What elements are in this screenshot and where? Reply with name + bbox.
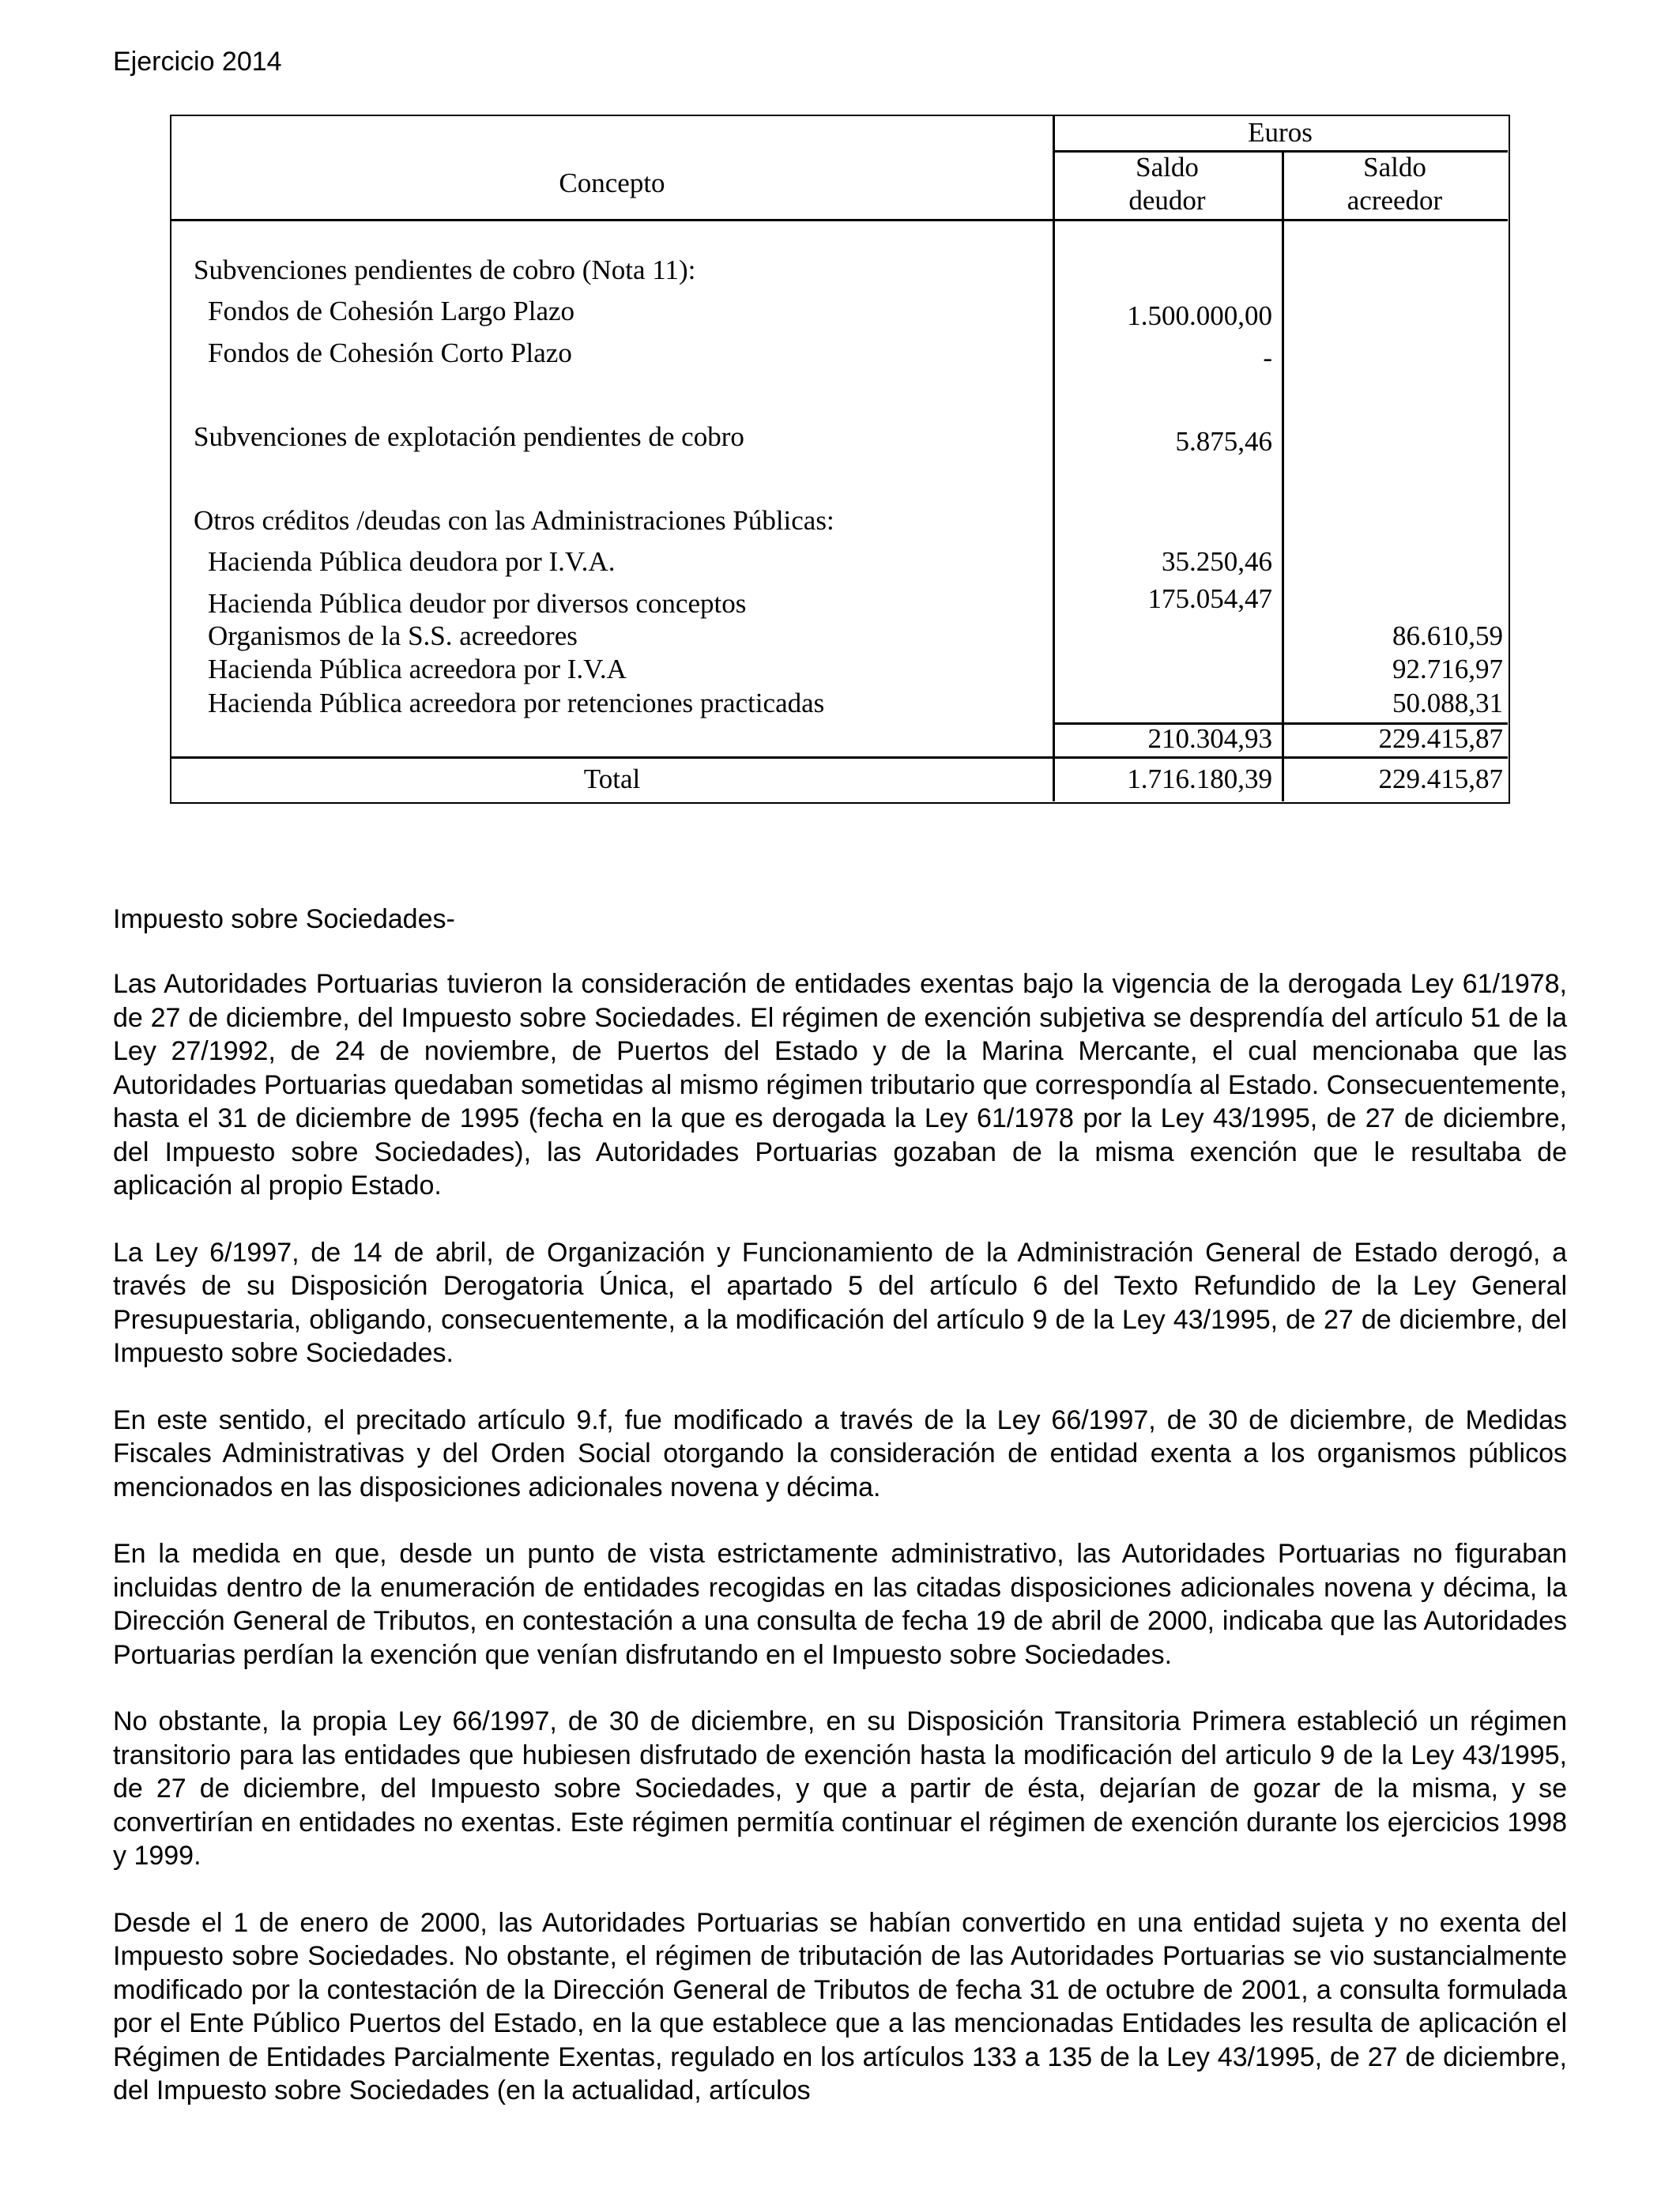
row-debit: 5.875,46 — [1175, 426, 1272, 457]
euros-header: Euros — [1248, 117, 1313, 148]
total-credit: 229.415,87 — [1378, 763, 1503, 794]
row-credit: 86.610,59 — [1392, 620, 1503, 651]
section-title: Impuesto sobre Sociedades- — [113, 904, 455, 934]
header-bottom-line — [171, 219, 1508, 221]
group-title-administraciones: Otros créditos /deudas con las Administraciones Públicas: — [194, 505, 834, 536]
balances-table — [170, 115, 1510, 804]
paragraph: En este sentido, el precitado artículo 9.f, fue modificado a través de la Ley 66/1997, de 30 de diciembre, de Medidas Fiscales Administrativas y del Orden Social otorgando la consideración de entidad exenta a los organismos públicos mencionados en las disposiciones adicionales novena y décima. — [113, 1404, 1567, 1502]
row-label: Hacienda Pública acreedora por I.V.A — [208, 654, 627, 684]
credit-header-line1: Saldo — [1363, 152, 1426, 183]
total-label: Total — [583, 763, 641, 794]
row-label: Hacienda Pública deudora por I.V.A. — [208, 546, 616, 577]
subtotal-debit: 210.304,93 — [1147, 723, 1272, 754]
section-body — [113, 967, 1567, 2141]
paragraph: Las Autoridades Portuarias tuvieron la consideración de entidades exentas bajo la vigencia de la derogada Ley 61/1978, de 27 de diciembre, del Impuesto sobre Sociedades. El régimen de exención subjetiva se desprendía del artículo 51 de la Ley 27/1992, de 24 de noviembre, de Puertos del Estado y de la Marina Mercante, el cual mencionaba que las Autoridades Portuarias quedaban sometidas al mismo régimen tributario que correspondía al Estado. Consecuentemente, hasta el 31 de diciembre de 1995 (fecha en la que es derogada la Ley 61/1978 por la Ley 43/1995, de 27 de diciembre, del Impuesto sobre Sociedades), las Autoridades Portuarias gozaban de la misma exención que le resultaba de aplicación al propio Estado. — [113, 969, 1567, 1201]
debit-header-line2: deudor — [1128, 185, 1206, 216]
total-debit: 1.716.180,39 — [1127, 763, 1272, 794]
debit-header-line1: Saldo — [1136, 152, 1199, 183]
row-credit: 50.088,31 — [1392, 688, 1503, 718]
concept-header: Concepto — [559, 168, 665, 198]
row-label: Fondos de Cohesión Largo Plazo — [208, 296, 575, 326]
total-top-line — [171, 756, 1508, 759]
row-label: Fondos de Cohesión Corto Plazo — [208, 337, 572, 368]
row-debit: 1.500.000,00 — [1127, 300, 1272, 331]
row-credit: 92.716,97 — [1392, 654, 1503, 684]
fiscal-year-label: Ejercicio 2014 — [113, 47, 282, 77]
subtotal-credit: 229.415,87 — [1378, 723, 1503, 754]
paragraph: Desde el 1 de enero de 2000, las Autoridades Portuarias se habían convertido en una entidad sujeta y no exenta del Impuesto sobre Sociedades. No obstante, el régimen de tributación de las Autoridades Portuarias se vio sustancialmente modificado por la contestación de la Dirección General de Tributos de fecha 31 de octubre de 2001, a consulta formulada por el Ente Público Puertos del Estado, en la que establece que a las mencionadas Entidades les resulta de aplicación el Régimen de Entidades Parcialmente Exentas, regulado en los artículos 133 a 135 de la Ley 43/1995, de 27 de diciembre, del Impuesto sobre Sociedades (en la actualidad, artículos — [113, 1907, 1567, 2105]
row-debit: 35.250,46 — [1162, 546, 1272, 577]
row-debit: - — [1263, 342, 1272, 373]
paragraph: La Ley 6/1997, de 14 de abril, de Organización y Funcionamiento de la Administración General de Estado derogó, a través de su Disposición Derogatoria Única, el apartado 5 del artículo 6 del Texto Refundido de la Ley General Presupuestaria, obligando, consecuentemente, a la modificación del artículo 9 de la Ley 43/1995, de 27 de diciembre, del Impuesto sobre Sociedades. — [113, 1237, 1567, 1368]
row-label: Hacienda Pública deudor por diversos conceptos — [208, 588, 747, 619]
paragraph: No obstante, la propia Ley 66/1997, de 30 de diciembre, en su Disposición Transitoria Primera estableció un régimen transitorio para las entidades que hubiesen disfrutado de exención hasta la modificación del articulo 9 de la Ley 43/1995, de 27 de diciembre, del Impuesto sobre Sociedades, y que a partir de ésta, dejarían de gozar de la misma, y se convertirían en entidades no exentas. Este régimen permitía continuar el régimen de exención durante los ejercicios 1998 y 1999. — [113, 1706, 1567, 1871]
row-label: Organismos de la S.S. acreedores — [208, 620, 578, 651]
credit-header-line2: acreedor — [1347, 185, 1443, 216]
group-title-subvenciones: Subvenciones pendientes de cobro (Nota 11): — [194, 254, 696, 285]
row-debit: 175.054,47 — [1147, 583, 1272, 614]
paragraph: En la medida en que, desde un punto de vista estrictamente administrativo, las Autoridades Portuarias no figuraban incluidas dentro de la enumeración de entidades recogidas en las citadas disposiciones adicionales novena y décima, la Dirección General de Tributos, en contestación a una consulta de fecha 19 de abril de 2000, indicaba que las Autoridades Portuarias perdían la exención que venían disfrutando en el Impuesto sobre Sociedades. — [113, 1539, 1567, 1670]
group-title-explotacion: Subvenciones de explotación pendientes de cobro — [194, 421, 744, 452]
row-label: Hacienda Pública acreedora por retenciones practicadas — [208, 688, 825, 718]
